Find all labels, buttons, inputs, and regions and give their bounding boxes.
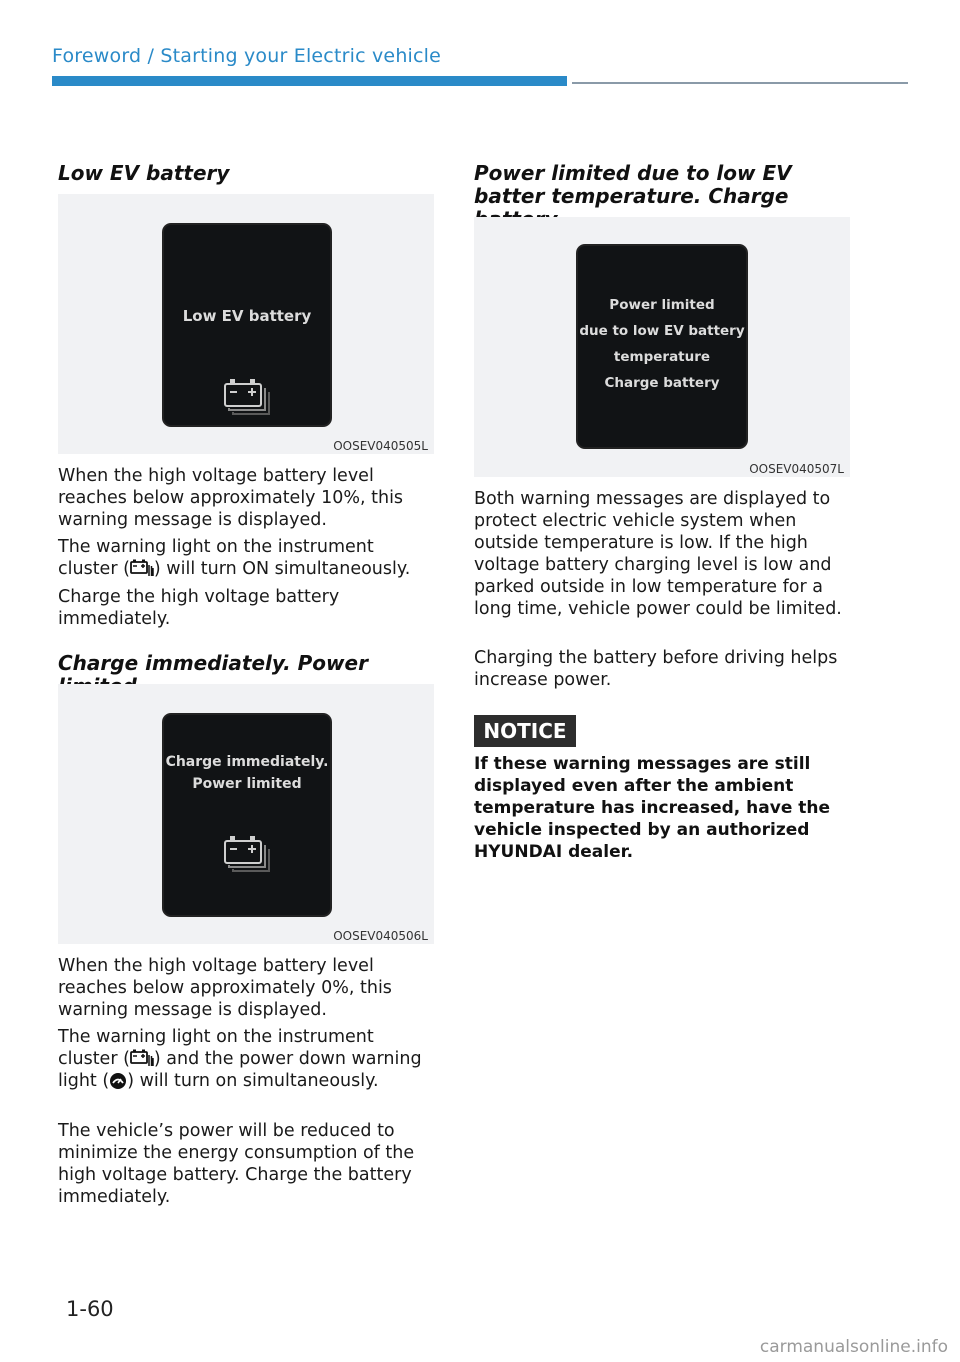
header-divider [572, 82, 908, 84]
display-message-line1: Charge immediately. [165, 754, 329, 770]
paragraph: When the high voltage battery level reaches below approximately 0%, this warning message is displayed. [58, 956, 392, 1020]
display-message: Low EV battery [182, 307, 312, 325]
paragraph: Charging the battery before driving helps increase power. [474, 648, 838, 690]
section-heading-power-limited: Power limited due to low EV batter temperature. Charge [474, 161, 792, 208]
display-message-line3: temperature [613, 349, 711, 365]
display-message-line2: Power limited [192, 776, 302, 792]
paragraph: Charge the high voltage battery immediately. [58, 587, 340, 629]
watermark[interactable]: carmanualsonline.info [759, 1337, 948, 1357]
paragraph: When the high voltage battery level reaches below approximately 10%, this warning message is displayed. [58, 466, 404, 530]
section-heading-charge-immediately: Charge immediately. Power [58, 651, 368, 675]
paragraph-text: The warning light on the instrument cluster ( [58, 537, 374, 579]
paragraph: Both warning messages are displayed to protect electric vehicle system when outside temperature is low. If the high voltage battery charging level is low and parked outside in low temperature for a long time, vehicle power could be limited. [474, 489, 842, 619]
section-heading-low-ev: Low EV battery [58, 161, 230, 185]
notice-badge: NOTICE [474, 715, 576, 747]
paragraph-text: ) and the power down warning light ( [58, 1049, 422, 1091]
figure-charge-immediately [58, 684, 434, 944]
battery-icon [219, 829, 277, 875]
cluster-display [164, 225, 330, 425]
display-message-line1: Power limited [609, 297, 715, 313]
figure-low-ev [58, 194, 434, 454]
paragraph-text: The warning light on the instrument cluster ( [58, 1027, 374, 1069]
power-down-icon [109, 1072, 127, 1090]
paragraph [58, 536, 438, 580]
header-accent-bar [52, 76, 567, 86]
battery-icon [219, 372, 277, 418]
figure-code: OOSEV040506L [333, 929, 428, 943]
paragraph: The vehicle’s power will be reduced to minimize the energy consumption of the high voltage battery. Charge the battery immediately. [58, 1121, 415, 1207]
battery-warning-icon [130, 558, 154, 578]
figure-code: OOSEV040505L [333, 439, 428, 453]
paragraph-text: ) will turn ON simultaneously. [153, 559, 411, 579]
figure-code: OOSEV040507L [749, 462, 844, 476]
cluster-display [164, 715, 330, 915]
notice-text: If these warning messages are still displayed even after the ambient temperature has increased, have the vehicle inspected by an authorized HYUNDAI dealer. [474, 754, 831, 862]
page-number: 1-60 [66, 1297, 114, 1321]
figure-power-limited [474, 217, 850, 477]
battery-warning-icon [130, 1048, 154, 1068]
cluster-display [578, 246, 746, 447]
paragraph-text: ) will turn on simultaneously. [127, 1071, 379, 1091]
display-message-line4: Charge battery [604, 375, 720, 391]
breadcrumb: Foreword / Starting your Electric vehicle [52, 45, 442, 67]
paragraph [58, 1026, 438, 1092]
display-message-line2: due to low EV battery [579, 323, 745, 339]
